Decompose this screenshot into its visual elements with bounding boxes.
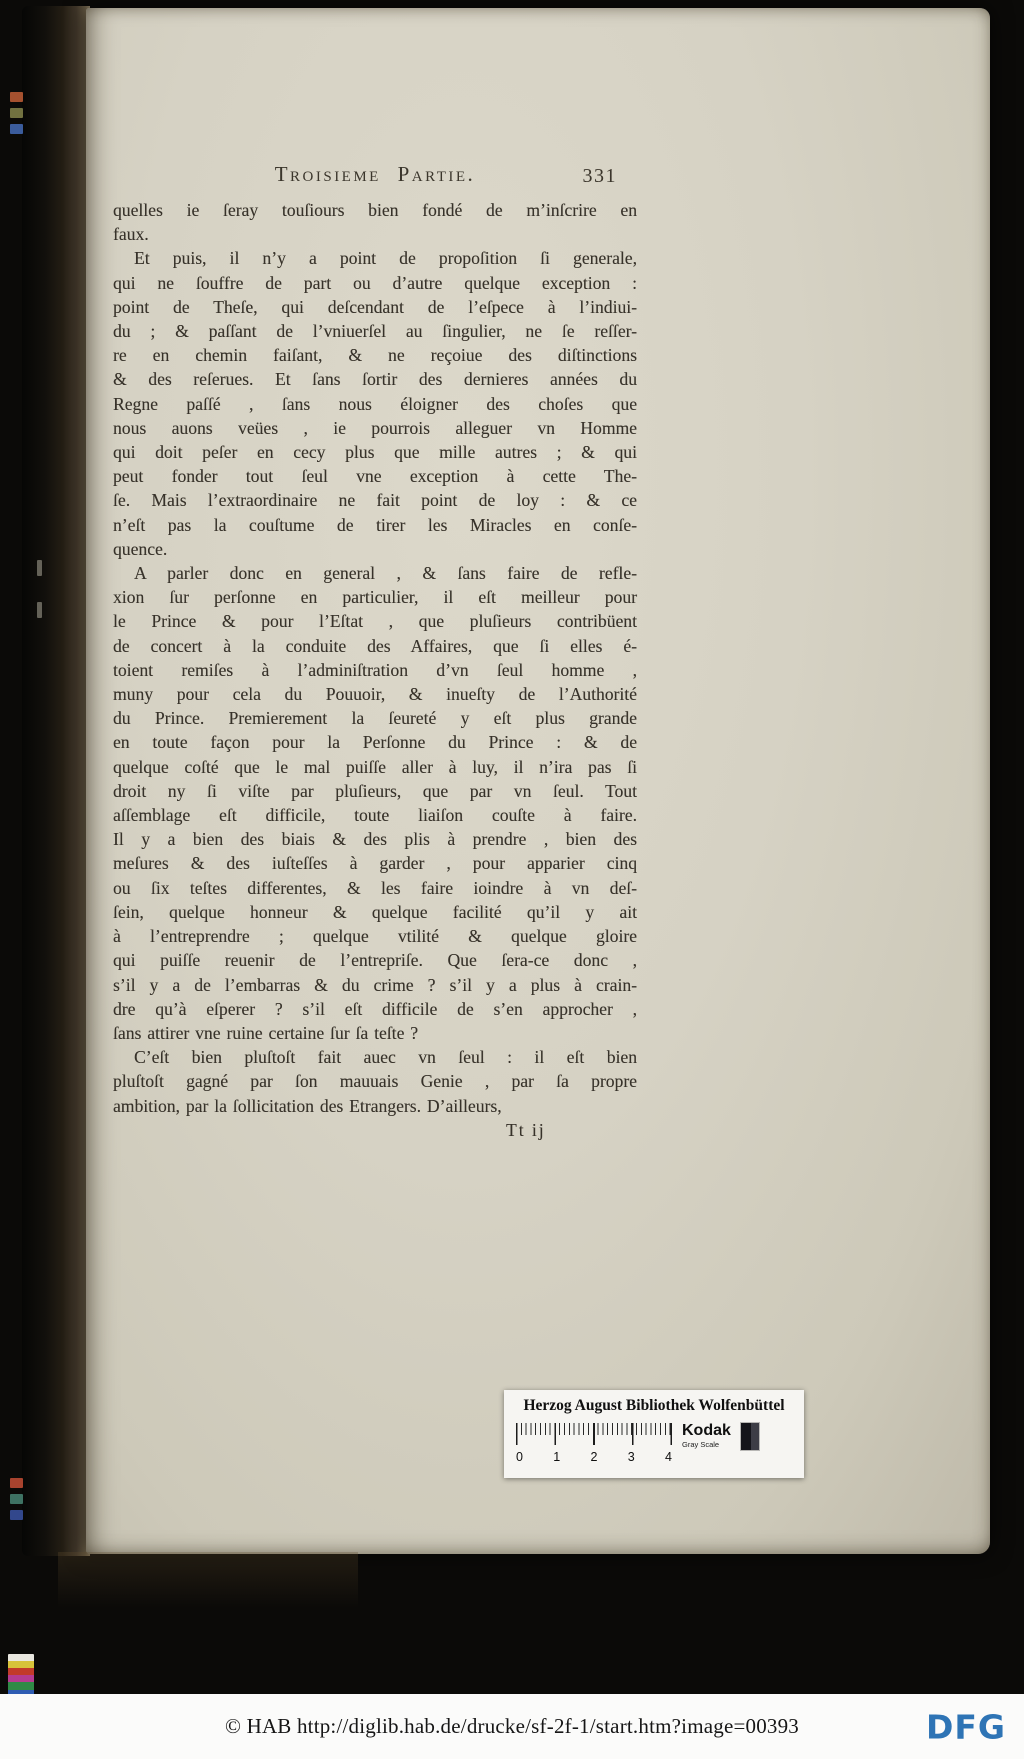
gray-scale-row [516,1423,759,1450]
film-color-mark [10,1510,23,1520]
text-line: à l’entreprendre ; quelque vtilité & quelque gloire [113,926,637,947]
library-stamp [504,1390,804,1478]
text-line: ſein, quelque honneur & quelque facilité qu’il y ait [113,901,637,922]
text-line: nous auons veües , ie pourrois alleguer vn Homme [113,417,637,438]
paragraph [113,1045,637,1118]
book-bottom-edge [58,1552,358,1622]
scale-number: 4 [665,1450,672,1464]
gray-scale-numbers [516,1450,672,1464]
text-line: meſures & des iuſteſſes à garder , pour apparier cinq [113,853,637,874]
text-line: quelles ie ſeray touſiours bien fondé de m’inſcrire en [113,200,637,220]
text-line: qui ne ſouffre de part ou d’autre quelque exception : [113,272,637,293]
text-line: ou ſix teſtes differentes, & les faire ioindre à vn deſ- [113,877,637,898]
text-line: toient remiſes à l’adminiſtration d’vn ſeul homme , [113,659,637,680]
text-line: qui puiſſe reuenir de l’entrepriſe. Que ſera-ce donc , [113,950,637,971]
paragraph [113,246,637,561]
footer-bar [0,1694,1024,1759]
text-line: point de Theſe, qui deſcendant de l’eſpece à l’indiui- [113,296,637,317]
page-header [113,162,637,192]
text-line: aſſemblage eſt difficile, toute liaiſon couſte à faire. [113,805,637,826]
text-line: xion ſur perſonne en particulier, il eſt meilleur pour [113,587,637,608]
section-title: Troisieme Partie. [274,162,476,186]
film-color-marks-bottom [10,1478,24,1526]
text-line: faux. [113,224,149,245]
text-line: & des reſerues. Et ſans ſortir des dernieres années du [113,369,637,390]
text-line: n’eſt pas la couſtume de tirer les Miracles en conſe- [113,514,637,535]
text-line: droit ny ſi viſte par pluſieurs, que par vn ſeul. Tout [113,780,637,801]
text-line: ſe. Mais l’extraordinaire ne fait point de loy : & ce [113,490,637,511]
page-number: 331 [582,165,617,187]
scale-number: 3 [627,1450,635,1464]
gray-scale-ruler [516,1423,672,1445]
paragraph [113,561,637,1045]
text-line: en toute façon pour la Perſonne du Prince : & de [113,732,637,753]
film-edge-tick [37,560,42,576]
text-line: s’il y a de l’embarras & du crime ? s’il y a plus à crain- [113,974,637,995]
film-color-mark [10,1478,23,1488]
film-edge-tick [37,602,42,618]
text-block [113,198,637,1118]
text-line: le Prince & pour l’Eſtat , que pluſieurs contribüent [113,611,637,632]
text-line: du ; & paſſant de l’vniuerſel au ſingulier, ne ſe reſſer- [113,321,637,342]
scale-number: 0 [516,1450,523,1464]
text-line: quence. [113,538,168,559]
library-name: Herzog August Bibliothek Wolfenbüttel [523,1397,785,1414]
text-line: pluſtoſt gagné par ſon mauuais Genie , par ſa propre [113,1071,637,1092]
copyright-url: © HAB http://diglib.hab.de/drucke/sf-2f-1/start.htm?image=00393 [224,1714,800,1738]
kodak-brand: Kodak [682,1422,731,1439]
text-line: re en chemin faiſant, & ne reçoiue des diſtinctions [113,345,637,366]
gray-scale-patch [741,1423,759,1450]
film-color-mark [10,1494,23,1504]
text-line: C’eſt bien pluſtoſt fait auec vn ſeul : il eſt bien [134,1047,637,1068]
text-line: peut fonder tout ſeul vne exception à cette The- [113,466,637,487]
film-color-strip [8,1654,34,1698]
text-line: du Prince. Premierement la ſeureté y eſt plus grande [113,708,637,729]
scanned-page [86,8,990,1554]
kodak-label [682,1423,731,1449]
text-line: ſans attirer vne ruine certaine ſur ſa teſte ? [113,1022,419,1043]
signature-mark: Tt ij [506,1120,546,1140]
film-color-mark [10,124,23,134]
text-line: A parler donc en general , & ſans faire de refle- [134,563,637,584]
scale-number: 2 [590,1450,598,1464]
film-color-mark [10,108,23,118]
text-line: muny pour cela du Pouuoir, & inueſty de l’Authorité [113,684,637,705]
text-line: Et puis, il n’y a point de propoſition ſi generale, [134,248,637,269]
dfg-logo: DFG [925,1707,1006,1746]
text-line: Il y a bien des biais & des plis à prendre , bien des [113,829,637,850]
film-color-mark [10,92,23,102]
text-line: ambition, par la ſollicitation des Etrangers. D’ailleurs, [113,1095,502,1116]
film-color-marks-top [10,92,24,140]
book-spine [22,6,90,1556]
scale-number: 1 [553,1450,561,1464]
text-line: qui doit peſer en cecy plus que mille autres ; & qui [113,442,637,463]
text-line: de concert à la conduite des Affaires, que ſi elles é- [113,635,637,656]
gray-scale-label: Gray Scale [682,1440,720,1449]
text-line: dre qu’à eſperer ? s’il eſt difficile de s’en approcher , [113,998,637,1019]
text-line: quelque coſté que le mal puiſſe aller à luy, il n’ira pas ſi [113,756,637,777]
text-line: Regne paſſé , ſans nous éloigner des choſes que [113,393,637,414]
paragraph [113,198,637,246]
